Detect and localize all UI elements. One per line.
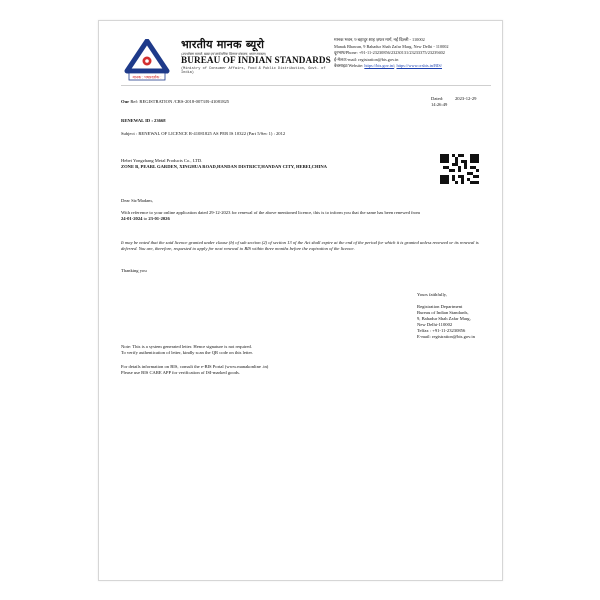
company-name: Hebei Yongzhang Metal Products Co., LTD. bbox=[121, 158, 203, 163]
details-note: For details information on BIS, consult the e-BIS Portal (www.manakonline .in) Please use BIS CARE APP for verification of ISI-marked goods. bbox=[121, 364, 269, 375]
phone-line: दूरभाष/Phone: +91-11-23230856/23230131/23233375/23239402 bbox=[334, 50, 445, 56]
crs-website-link[interactable]: https://www.crsbis.in/BIS/ bbox=[396, 63, 442, 69]
expiry-paragraph: It may be noted that the said licence granted under clause (b) of sub section (2) of section 13 of the Act shall expire at the end of the period for which it is granted unless renewed or its renewal is deferred. You are, therefore, requested to apply for next renewal to BIS within three months before the expiration of the licence. bbox=[121, 240, 479, 251]
website-label: वेबसाइट/Website: bbox=[334, 63, 364, 69]
dated-value: 2023-12-29 bbox=[455, 96, 477, 101]
org-title: BUREAU OF INDIAN STANDARDS bbox=[181, 55, 331, 65]
company-address: ZONE B, PEARL GARDEN, XINGHUA ROAD,HANDAN DISTRICT,HANDAN CITY, HEBEI,CHINA bbox=[121, 164, 327, 169]
addressee-block bbox=[121, 158, 327, 170]
salutation: Dear Sir/Madam, bbox=[121, 198, 153, 203]
system-note: Note: This is a system generated letter. Hence signature is not required. To verify authentication of letter, kindly scan the QR code on this letter. bbox=[121, 344, 253, 355]
thanks-line: Thanking you bbox=[121, 268, 147, 273]
website-line: वेबसाइट/Website: https://bis.gov.in/; https://www.crsbis.in/BIS/ bbox=[334, 63, 442, 69]
renew-to-date: 23-01-2026 bbox=[148, 216, 170, 221]
bis-website-link[interactable]: https://bis.gov.in/ bbox=[364, 63, 395, 69]
qr-code-icon[interactable] bbox=[440, 154, 479, 184]
org-address-block bbox=[334, 37, 499, 70]
signature-block: Yours faithfully, Registration Department Bureau of Indian Standards, 9, Bahadur Shah Zafar Marg, New Delhi-110002 Telfax : +91-11-23230856 E-mail: registration@bis.gov.in bbox=[417, 292, 475, 339]
dated-time: 14:26:49 bbox=[431, 102, 448, 107]
subject-line: Subject : RENEWAL OF LICENCE R-41081825 AS PER IS 10322 (Part 5/Sec 1) : 2012 bbox=[121, 131, 286, 136]
bis-logo-icon bbox=[123, 39, 171, 83]
header-divider bbox=[121, 85, 491, 86]
address-english: Manak Bhawan, 9 Bahadur Shah Zafar Marg, New Delhi - 110002 bbox=[334, 43, 449, 49]
address-hindi: मानक भवन, 9 बहादुर शाह ज़फर मार्ग, नई दिल्ली - 110002 bbox=[334, 37, 425, 42]
reference-line: Our Ref: REGISTRATION /CRS-2018-0073/R-41081825 bbox=[121, 99, 230, 104]
dated-label: Dated: bbox=[431, 96, 444, 101]
renewal-paragraph: With reference to your online application dated 29-12-2023 for renewal of the above mentioned licence, this is to inform you that the same has been renewed from 24-01-2024 to 23-01-2026 bbox=[121, 210, 420, 221]
org-subtitle: (Ministry of Consumer Affairs, Food & Public Distribution, Govt. of India) bbox=[181, 67, 326, 76]
hindi-org-title: भारतीय मानक ब्यूरो bbox=[181, 38, 265, 51]
letter-page bbox=[98, 20, 503, 581]
hindi-org-subtitle: (उपभोक्ता मामले, खाद्य एवं सार्वजनिक वितरण मंत्रालय, भारत सरकार) bbox=[181, 52, 266, 56]
renewal-id: RENEWAL ID : 23668 bbox=[121, 118, 166, 123]
svg-text:मानक : पथप्रदर्शक :: मानक : पथप्रदर्शक : bbox=[132, 74, 162, 80]
email-line: ई-मेल/E-mail: registration@bis.gov.in bbox=[334, 56, 399, 62]
renew-from-date: 24-01-2024 bbox=[121, 216, 143, 221]
